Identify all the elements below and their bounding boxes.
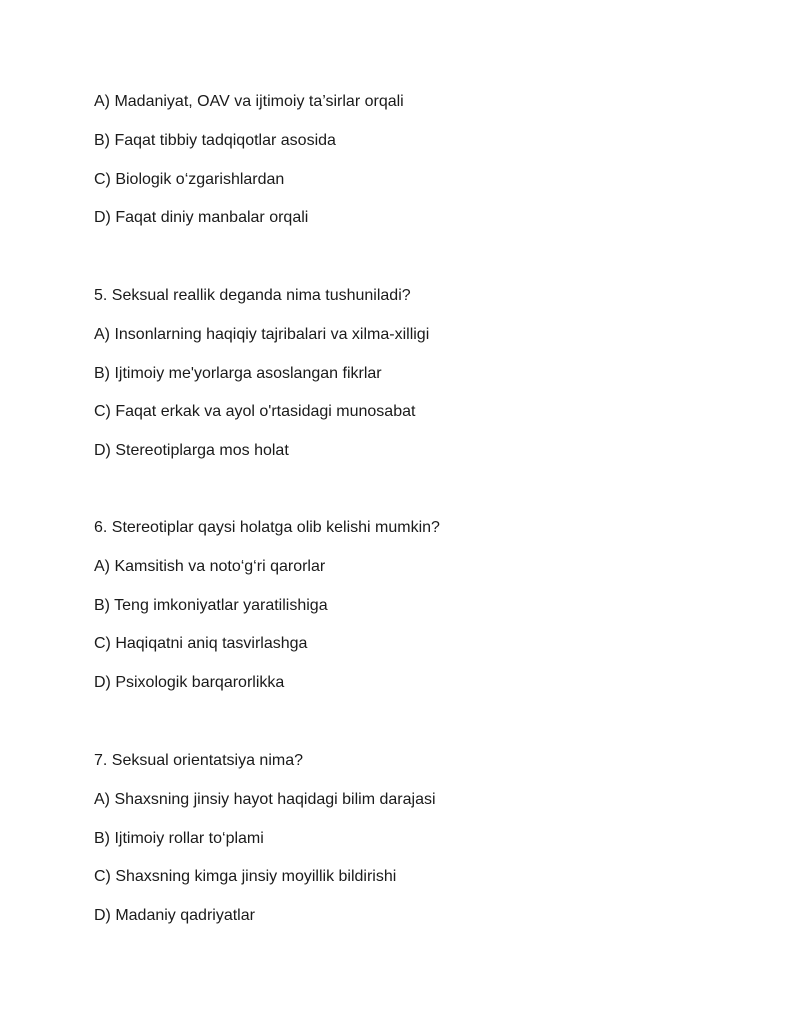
question-text: 6. Stereotiplar qaysi holatga olib kelishi mumkin? <box>94 519 440 536</box>
option-c: C) Biologik o‘zgarishlardan <box>94 170 285 188</box>
question-7 <box>94 751 436 926</box>
option-a: A) Kamsitish va noto‘g‘ri qarorlar <box>94 557 326 575</box>
question-text: 7. Seksual orientatsiya nima? <box>94 752 303 769</box>
option-b: B) Ijtimoiy me'yorlarga asoslangan fikrlar <box>94 364 382 382</box>
option-b: B) Faqat tibbiy tadqiqotlar asosida <box>94 131 336 149</box>
question-4-options <box>94 92 404 228</box>
option-d: D) Madaniy qadriyatlar <box>94 907 255 925</box>
question-5 <box>94 286 429 461</box>
option-c: C) Faqat erkak va ayol o'rtasidagi munosabat <box>94 403 416 421</box>
option-a: A) Insonlarning haqiqiy tajribalari va xilma-xilligi <box>94 325 430 343</box>
option-c: C) Haqiqatni aniq tasvirlashga <box>94 635 308 653</box>
option-d: D) Stereotiplarga mos holat <box>94 442 289 460</box>
option-a: A) Shaxsning jinsiy hayot haqidagi bilim darajasi <box>94 790 436 808</box>
option-c: C) Shaxsning kimga jinsiy moyillik bildirishi <box>94 868 397 886</box>
option-d: D) Psixologik barqarorlikka <box>94 674 285 692</box>
option-b: B) Teng imkoniyatlar yaratilishiga <box>94 596 328 614</box>
option-b: B) Ijtimoiy rollar to‘plami <box>94 829 264 847</box>
option-a: A) Madaniyat, OAV va ijtimoiy ta’sirlar orqali <box>94 93 404 110</box>
question-text: 5. Seksual reallik deganda nima tushuniladi? <box>94 287 411 304</box>
option-d: D) Faqat diniy manbalar orqali <box>94 209 309 227</box>
question-6 <box>94 518 440 693</box>
